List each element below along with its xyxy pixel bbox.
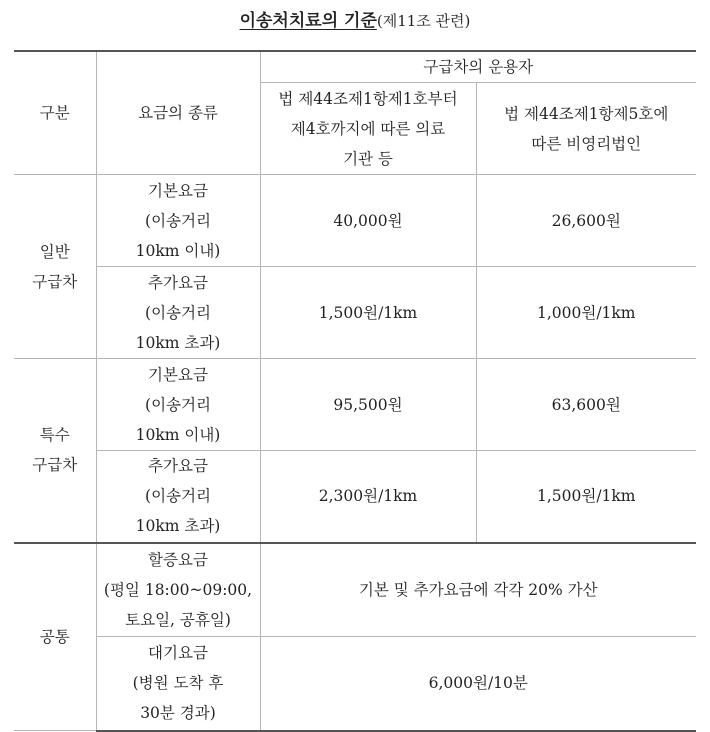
row-label: 대기요금 (병원 도착 후 30분 경과) bbox=[96, 637, 260, 731]
row-label: 기본요금 (이송거리 10km 이내) bbox=[96, 359, 260, 451]
cell-value: 기본 및 추가요금에 각각 20% 가산 bbox=[260, 543, 696, 637]
cell-value: 1,000원/1km bbox=[476, 267, 696, 359]
fee-table bbox=[14, 50, 696, 732]
row-label: 추가요금 (이송거리 10km 초과) bbox=[96, 267, 260, 359]
title-sub: (제11조 관련) bbox=[376, 12, 471, 30]
group-common: 공통 bbox=[14, 543, 96, 731]
document-title bbox=[0, 8, 710, 34]
header-col-b: 법 제44조제1항제5호에 따른 비영리법인 bbox=[476, 83, 696, 175]
group-general: 일반 구급차 bbox=[14, 175, 96, 359]
cell-value: 95,500원 bbox=[260, 359, 476, 451]
cell-value: 1,500원/1km bbox=[260, 267, 476, 359]
cell-value: 26,600원 bbox=[476, 175, 696, 267]
row-label: 기본요금 (이송거리 10km 이내) bbox=[96, 175, 260, 267]
title-main: 이송처치료의 기준 bbox=[239, 11, 377, 31]
cell-value: 63,600원 bbox=[476, 359, 696, 451]
row-label: 할증요금 (평일 18:00~09:00, 토요일, 공휴일) bbox=[96, 543, 260, 637]
row-label: 추가요금 (이송거리 10km 초과) bbox=[96, 451, 260, 543]
header-fee-type: 요금의 종류 bbox=[96, 51, 260, 175]
header-col-a: 법 제44조제1항제1호부터 제4호까지에 따른 의료 기관 등 bbox=[260, 83, 476, 175]
header-category: 구분 bbox=[14, 51, 96, 175]
header-operator: 구급차의 운용자 bbox=[260, 51, 696, 83]
group-special: 특수 구급차 bbox=[14, 359, 96, 543]
cell-value: 6,000원/10분 bbox=[260, 637, 696, 731]
cell-value: 1,500원/1km bbox=[476, 451, 696, 543]
cell-value: 40,000원 bbox=[260, 175, 476, 267]
cell-value: 2,300원/1km bbox=[260, 451, 476, 543]
